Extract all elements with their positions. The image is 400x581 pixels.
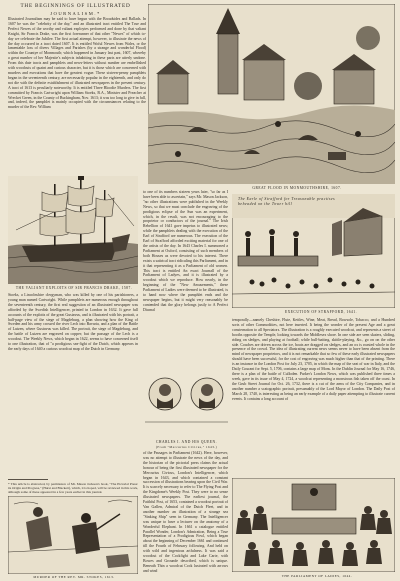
subtitle-line: JOURNALISM.* bbox=[50, 11, 101, 16]
caption-drake: THE VALIANT EXPLOITS OF SIR FRANCIS DRAKE, 1587. bbox=[15, 286, 133, 290]
strafford-banner bbox=[238, 197, 358, 207]
column-1-top-text: Illustrated Journalism may be said to have begun with the Broadsides and Ballads. In 1607 be was the "celebrity of the day," and an illustrated tract entitled The True and Perfect Newes of the worthy and valiant exploytes performed and done by that valiant Knight, Sir Francis Drake, was the first forerunner of that other "Newes" of which to-day we celebrate the Jubilee. The first actual attempt, however, to illustrate the news of the day occurred in a tract dated 1607. It is entitled Woful Newes from Wales, or the lamentable loss of divers Villages and Parishes (by a strange and wonderful Flood) within the Countye of Monmouth; which happened in January last past, 1607, whereby a great number of her Majestie's subjects inhabiting in these parts are utterly undone. From this date tracts and pamphlets and news-letters without number are embellished with woodcuts of quaint and curious character, but it is those which are concerned with murders and executions that have the greatest vogue. These sixteen-penny pamphlets began in the seventeenth century, are necessarily popular in the eighteenth, and only do not die with the definite establishment of illustrated newspapers in the present century. A tract of 1613 is peculiarly noteworthy. It is entitled Three Bloodie Murders. The first committed by Francis Cartwright upon William Stoeks, B.A., Minister and Preacher at Wrecket Green, in the County of Buckingham, Nov. 1613; it was too long to give in full, and, indeed, the pamphlet is mainly occupied with the circumstances relating to the murder of the Rev. William bbox=[8, 17, 146, 110]
caption-charles: CHARLES I. AND HIS QUEEN. bbox=[155, 440, 217, 444]
footnote: * This article is abstracted, by permission of Mr. Mason Jackson's book, "The Pictorial Press: its Origin and Progress," (Hurst and Blackett), which, it is hoped, will be reviewed in this work, although some of these appeared in a few years earlier in this journal. bbox=[8, 482, 138, 494]
drake-ship-illustration bbox=[8, 176, 138, 284]
column-1-mid-text: Stoeks, a Lincolnshire clergyman, who was killed by one of his parishioners, a young man named Cartwright. While pamphlets are numerous enough throughout the seventeenth century, the first real suggestion of an illustrated newspaper was afforded by the Swedish Intelligencer, printed in London in 1632. It gave full accounts of the exploits of the great Gustavus, and is illustrated with his portrait, a half-page view of the siege of Magdeburg, a plan showing how the King of Sweden and his army crossed the river Lech into Bavaria, and a plan of the Battle of Lutzen, where Gustavus was killed. The portrait, the siege of Magdeburg, and the battle of Lutzen are engraved on copper; but the passage of the Lech is a woodcut. The Weekly News, which began in 1622, seems to have concerned itself to one illustration, that of "a prodigious sea-fight of the Dutch, which appears in the early days of 1640 a curious woodcut map of the Dutch in Germany. bbox=[8, 293, 138, 351]
column-2-top-text: to one of its numbers sixteen years later, "so far as I have been able to ascertain," says Mr. Mason Jackson, "no other illustrations were published in the Weekly News, so that we must conclude the engraving of the prodigious eclipse of the Sun was an experiment, which, in the result, was not encouraging to the proprietor or conductors of the journal." The Irish Rebellion of 1641 gave impetus to illustrated news; while the pamphlets dealing with the execution of the Earl of Strafford are numerous. The execution of the Earl of Strafford afforded exciting material for one of the artists of the day. In 1643 Charles I. summoned a Parliament at Oxford, consisting of such members of both Houses as were devoted to his interest. There exists a satirical tract ridiculing this Parliament, and in it that representing it as a Parliament of old women. This tract is entitled An exact Journall of the Parliament of Ladyes, and it is illustrated by a woodcut which we reproduce. How nearly, in the beginning of the "New Amusements," these Parliament of Ladies were deemed to be illustrated, is to hand now where the pamphlet ends and the newspaper begins, but it might very reasonably be contended that the glory belongs justly to A Perfect Diurnal bbox=[143, 190, 228, 312]
murder-illustration bbox=[8, 496, 138, 574]
caption-charles-source: (From "Mercurius Civicus," 1643.) bbox=[155, 445, 218, 449]
caption-flood: GREAT FLOOD IN MONMOUTHSHIRE, 1607. bbox=[252, 186, 342, 190]
banner-line-1: The Earle of Strafford for Treasonable practises bbox=[238, 197, 336, 201]
parliament-ladies-illustration bbox=[232, 478, 395, 572]
title-line: THE BEGINNINGS OF ILLUSTRATED bbox=[20, 3, 131, 9]
caption-strafford: EXECUTION OF STRAFFORD, 1641. bbox=[284, 310, 358, 314]
page-title bbox=[8, 3, 143, 17]
caption-murder: MURDER OF THE REV. MR. STOKES, 1613. bbox=[33, 575, 115, 579]
caption-parliament: THE PARLIAMENT OF LADIES, 1644. bbox=[281, 574, 353, 578]
column-2-bottom-text: of the Passages in Parliament (1642). Here, however, was no attempt to illustrate the news of the day, and the historian of the pictorial press claims the actual honour of being the first illustrated newspaper for the Mercurius Civicus, London's Intelligencer, which began in 1643, and which contained a constant succession of illustrations bearing upon the Civil War. It is scarcely necessary to refer to The Flying Post and the Kingdome's Weekly Post. They were to no sense illustrated newspapers. The earliest journal, the Faithful Post, of 1653, contained a woodcut portrait of Van Gallen, Admiral of the Dutch Fleet, and in another number an illustration of a strange sea "Sinking Ship" seen in Germany. The Intelligencer was unique to have a lecturer on the anatomy of a Wonderful Elephant. In 1661 a catalogue entitled Parallel Wonder, London's Admiration, Being a True Representation of a Prodigious Fowl, which began about the beginning of December 1661 and continued till the Fourth of February following. And held on with wild and ingenious artfulness. It was said a woodcut of the Cockfight and Lake Carte, with Bowes and Grounde described, which is unique. Beneath Thin a woodcut Cock lustrated with arrows and wind bbox=[143, 451, 228, 573]
strafford-execution-illustration bbox=[232, 194, 395, 308]
banner-line-2: beheaded on the Tower hill bbox=[238, 201, 293, 206]
footnote-divider bbox=[8, 479, 48, 480]
charles-portrait-illustration bbox=[143, 372, 230, 438]
column-3-mid-text: temporally—namely Cheshire, Flute, Kettles, Wine, Meat, Bread, Bowsole, Tobacco, and a Hundred sorts of other Commodities, not here inserted. It being the wonder of the present Age and a great consternation to all Spectators. The illustration is a roughly executed woodcut, and represents a street of booths opposite the Temple, looking towards the Middlesex shore. In one side are seen skaters, sliding, riding on sledges, and playing at football; while bull-baiting, skittle-playing, &c., go on on the other side. Coaches are driven across the ice, boats are dragged on sledges, and an ox is roasted whole in the presence of the crowd. The idea of illustrating current news seems never to have been absent from the mind of newspaper proprietors, and it is not remarkable that so few of these early illustrated newspapers should have been successful, for the cost of engraving was much higher than that of the printing. There is an instance in the London Post for July 23, 1705, in which the map of the seat of war in Italy, and the Daily Courant for Sept. 5, 1706, contains a large map of Mons. In the Dublin Journal for May 16, 1746, there is a plan of the battle of Culloden. Parker's London News, which was published three times a week, gave in its issue of May 4, 1724, a woodcut representing a monstrous fish taken off the coast. In the Grub Street Journal for Oct. 26, 1732, there is a cut of the arms of the City Companies, and in another number a scatographic portrait, presumably of the Lord Mayor of London. The Daily Post of March 28, 1740, is interesting as being an early example of a daily paper attempting to illustrate current events. It contains a long account of bbox=[232, 318, 395, 401]
flood-illustration bbox=[148, 4, 395, 184]
